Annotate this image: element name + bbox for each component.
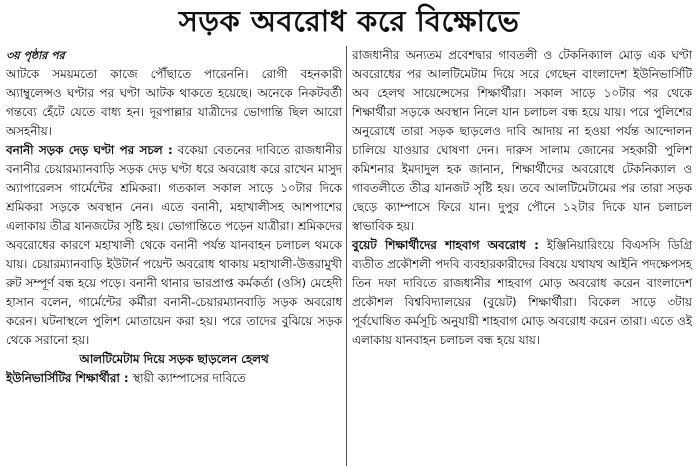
subheading-health-university: আলটিমেটাম দিয়ে সড়ক ছাড়লেন হেলথ [79,352,269,366]
left-paragraph-2 [6,141,342,350]
left-column [6,46,342,388]
column-divider [346,46,347,466]
subheading-health-university-line2: ইউনিভার্সিটির শিক্ষার্থীরা : [6,371,129,385]
left-paragraph-3 [6,369,342,388]
article-headline: সড়ক অবরোধ করে বিক্ষোভে [178,4,520,38]
left-paragraph-2-text: বকেয়া বেতনের দাবিতে রাজধানীর বনানীর চেয়ারম্যানবাড়ি সড়ক দেড় ঘণ্টা ধরে অবরোধ করে রাখেন মাসুদ অ্যাপারেলস গার্মেন্টের শ্রমিকরা। গতকাল সকাল সাড়ে ১০টার দিকে শ্রমিকরা সড়কে অবস্থান নেন। এতে বনানী, মহাখালীসহ আশপাশের এলাকায় তীব্র যানজটের সৃষ্টি হয়। ভোগান্তিতে পড়েন যাত্রীরা। শ্রমিকদের অবরোধের কারণে মহাখালী থেকে বনানী পর্যন্ত যানবাহন চলাচল থমকে যায়। চেয়ারম্যানবাড়ি ইউটার্ন পয়েন্ট অবরোধ থাকায় মহাখালী-উত্তরামুখী রুট সম্পূর্ণ বন্ধ হয়ে পড়ে। বনানী থানার ভারপ্রাপ্ত কর্মকর্তা (ওসি) মেহেদী হাসান বলেন, গার্মেন্টের কর্মীরা বনানী-চেয়ারম্যানবাড়ি সড়ক অবরোধ করেন। ঘটনাস্থলে পুলিশ মোতায়েন করা হয়। পরে তাদের বুঝিয়ে সড়ক থেকে সরানো হয়। [6,143,342,347]
left-paragraph-1: আটকে সময়মতো কাজে পৌঁছাতে পারেননি। রোগী বহনকারী অ্যাম্বুলেন্সও ঘণ্টার পর ঘণ্টা আটক থাকতে হয়েছে। অনেকে নিকটবর্তী গন্তব্যে হেঁটে যেতে বাধ্য হন। দূরপাল্লার যাত্রীদের ভোগান্তি ছিল আরো অসহনীয়। [6,67,342,138]
right-column [352,46,692,350]
right-paragraph-2-text: ইঞ্জিনিয়ারিংয়ে বিএসসি ডিগ্রি ব্যতীত প্রকৌশলী পদবি ব্যবহারকারীদের বিষয়ে যথাযথ আইনি পদক্ষেপসহ তিন দফা দাবিতে রাজধানীর শাহবাগ মোড় অবরোধ করেন বাংলাদেশ প্রকৌশল বিশ্ববিদ্যালয়ের (বুয়েট) শিক্ষার্থীরা। বিকেল সাড়ে ৩টায় পূর্বঘোষিত কর্মসূচি অনুযায়ী শাহবাগ মোড় অবরোধ করেন তারা। এতে ওই এলাকায় যানবাহন চলাচল বন্ধ হয়ে যায়। [352,238,693,347]
right-paragraph-1: রাজধানীর অন্যতম প্রবেশদ্বার গাবতলী ও টেকনিক্যাল মোড় এক ঘণ্টা অবরোধের পর আলটিমেটাম দিয়ে সরে গেছেন বাংলাদেশ ইউনিভার্সিটি অব হেলথ সায়েন্সেসের শিক্ষার্থীরা। সকাল সাড়ে ১০টার পর থেকে শিক্ষার্থীরা সড়কে অবস্থান নিলে যান চলাচল বন্ধ হয়ে যায়। পরে পুলিশের অনুরোধে তারা সড়ক ছাড়লেও দাবি আদায় না হওয়া পর্যন্ত আন্দোলন চালিয়ে যাওয়ার ঘোষণা দেন। দারুস সালাম জোনের সহকারী পুলিশ কমিশনার ইমদাদুল হক জানান, শিক্ষার্থীদের অবরোধে টেকনিক্যাল ও গাবতলীতে তীব্র যানজট সৃষ্টি হয়। তবে আলটিমেটামের পর তারা সড়ক ছেড়ে ক্যাম্পাসে ফিরে যান। দুপুর পৌনে ১২টার দিকে যান চলাচল স্বাভাবিক হয়। [352,48,692,233]
left-paragraph-3-text: স্থায়ী ক্যাম্পাসের দাবিতে [128,371,246,385]
right-paragraph-2 [352,236,692,350]
subheading-banani: বনানী সড়ক দেড় ঘণ্টা পর সচল : [6,143,173,157]
subheading-buet: বুয়েট শিক্ষার্থীদের শাহবাগ অবরোধ : [352,238,539,252]
continued-from-label: ৩য় পৃষ্ঠার পর [6,49,65,62]
